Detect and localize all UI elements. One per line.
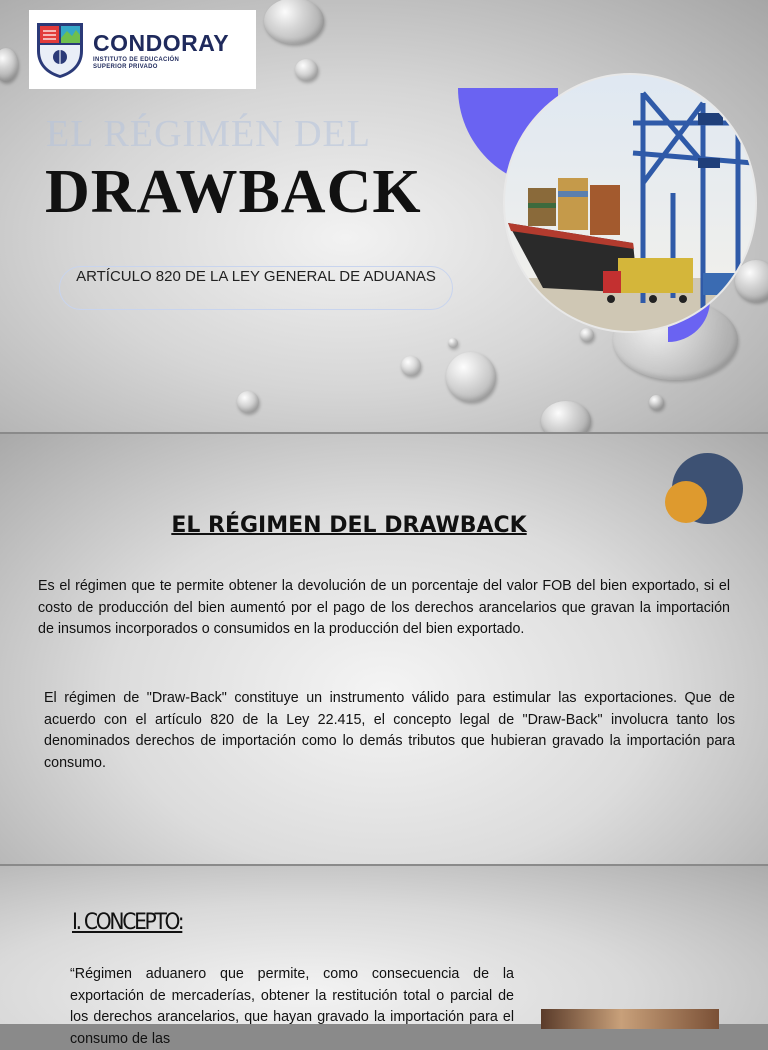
container-port-photo [503,73,758,333]
water-drop [446,352,496,402]
brand-subtitle-line1: INSTITUTO DE EDUCACIÓN [93,57,180,63]
subtitle-pill [59,266,453,310]
water-drop [448,338,458,348]
slide-heading: EL RÉGIMEN DEL DRAWBACK [171,513,527,538]
condoray-logo [29,10,256,89]
water-drop [264,0,324,44]
water-drop [541,401,591,432]
brand-subtitle-line2: SUPERIOR PRIVADO [93,64,158,70]
title-small: EL RÉGIMÉN DEL [46,113,371,155]
title-slide [0,0,768,432]
concept-quote: “Régimen aduanero que permite, como consecuencia de la exportación de mercaderías, obtener la restitución total o parcial de los derechos arancelarios, que hayan gravado la importación para el consumo de las [70,966,514,1047]
subtitle-text: ARTÍCULO 820 DE LA LEY GENERAL DE ADUANAS [76,268,436,285]
section-heading: I. CONCEPTO: [72,910,183,935]
title-large: DRAWBACK [45,158,422,226]
water-drop [0,48,18,82]
brand-subtitle [93,57,179,71]
brand-name: CONDORAY [93,30,230,56]
slide-image [541,1009,719,1029]
legal-paragraph: El régimen de "Draw-Back" constituye un instrumento válido para estimular las exportaciones. Que de acuerdo con el artículo 820 de la Ley 22.415, el concepto legal de "Draw-Back" involucra tanto los denominados derechos de importación como lo demás tributos que hubieran gravado la importación para consumo. [44,690,735,771]
water-drop [401,356,421,376]
water-drop [237,391,259,413]
water-drop [295,59,318,81]
condoray-shield-icon [35,21,85,79]
drawback-definition-slide [0,434,768,864]
definition-paragraph: Es el régimen que te permite obtener la devolución de un porcentaje del valor FOB del bien exportado, si el costo de producción del bien aumentó por el pago de los derechos arancelarios que gravan la importación de insumos incorporados o consumidos en la producción del bien exportado. [38,578,730,637]
water-drop [649,395,664,410]
